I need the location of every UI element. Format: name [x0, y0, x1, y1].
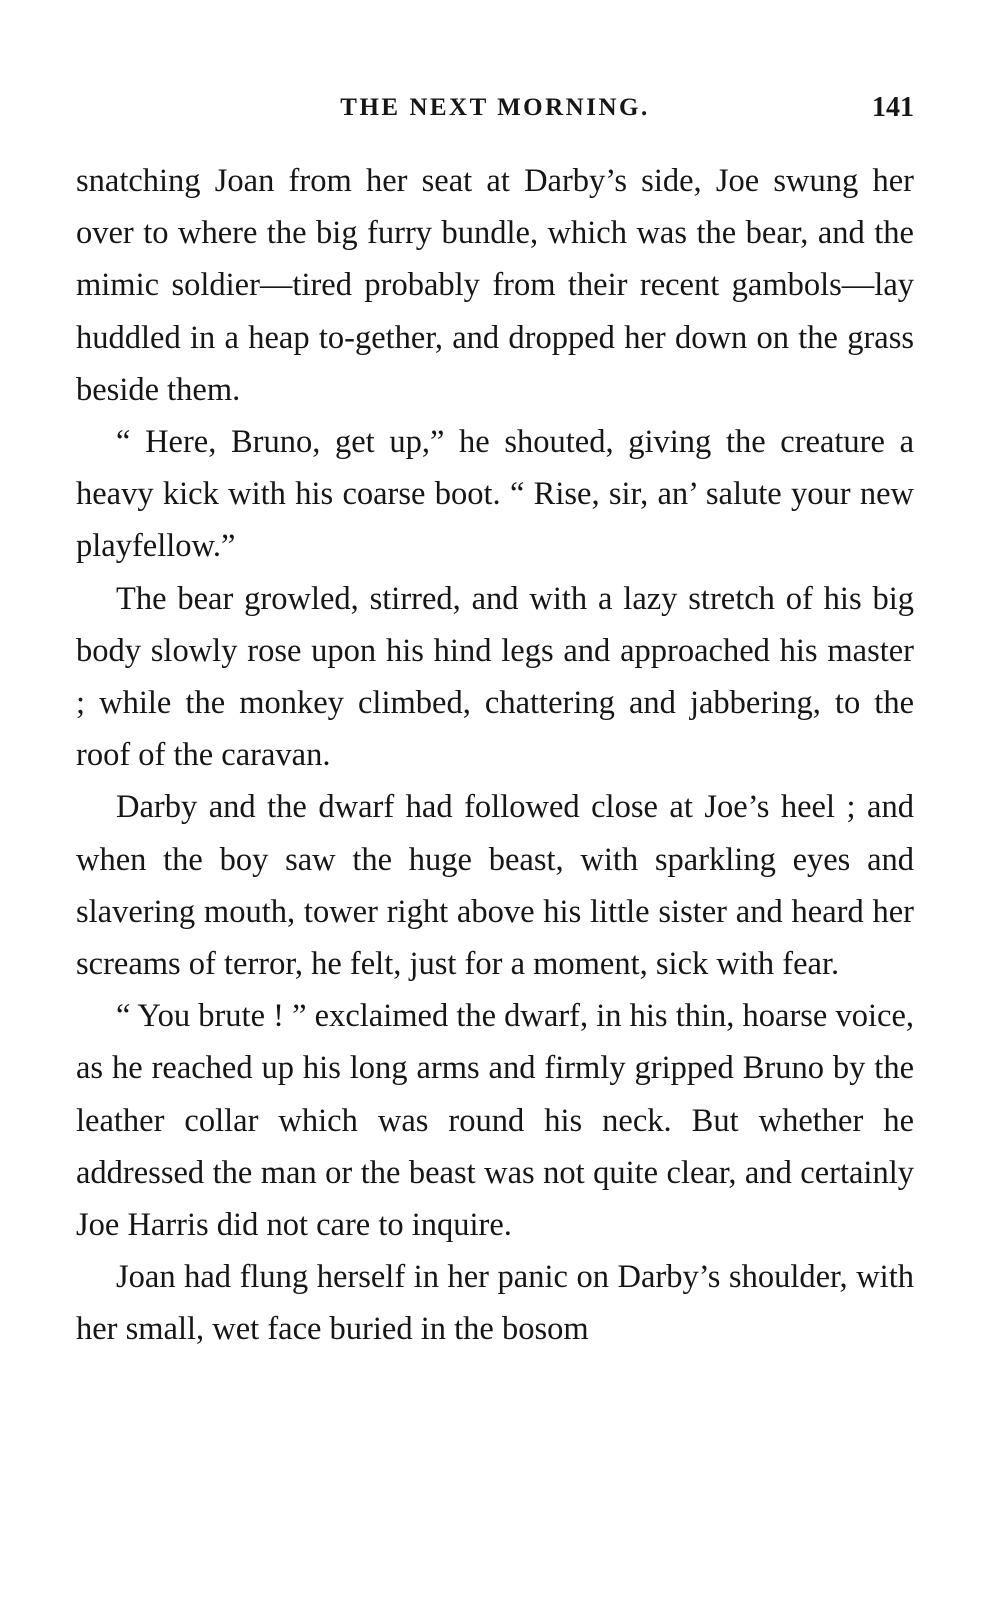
paragraph-continued: snatching Joan from her seat at Darby’s side, Joe swung her over to where the big furry bundle, which was the bear, and the mimic soldier—tired probably from their recent gambols—lay huddled in a heap to-gether, and dropped her down on the grass beside them. — [76, 163, 914, 408]
page-number: 141 — [872, 92, 914, 123]
paragraph: “ Here, Bruno, get up,” he shouted, giving the creature a heavy kick with his coarse boot. “ Rise, sir, an’ salute your new playfellow.” — [76, 424, 914, 565]
running-title: THE NEXT MORNING. — [340, 94, 650, 121]
body-text — [76, 155, 914, 1356]
paragraph: The bear growled, stirred, and with a lazy stretch of his big body slowly rose upon his hind legs and approached his master ; while the monkey climbed, chattering and jabbering, to the roof of the caravan. — [76, 580, 914, 774]
paragraph: Darby and the dwarf had followed close at Joe’s heel ; and when the boy saw the huge beast, with sparkling eyes and slavering mouth, tower right above his little sister and heard her screams of terror, he felt, just for a moment, sick with fear. — [76, 789, 914, 983]
running-header — [76, 88, 914, 128]
paragraph: “ You brute ! ” exclaimed the dwarf, in his thin, hoarse voice, as he reached up his long arms and firmly gripped Bruno by the leather collar which was round his neck. But whether he addressed the man or the beast was not quite clear, and certainly Joe Harris did not care to inquire. — [76, 998, 914, 1244]
paragraph: Joan had flung herself in her panic on Darby’s shoulder, with her small, wet face buried in the bosom — [76, 1259, 914, 1348]
